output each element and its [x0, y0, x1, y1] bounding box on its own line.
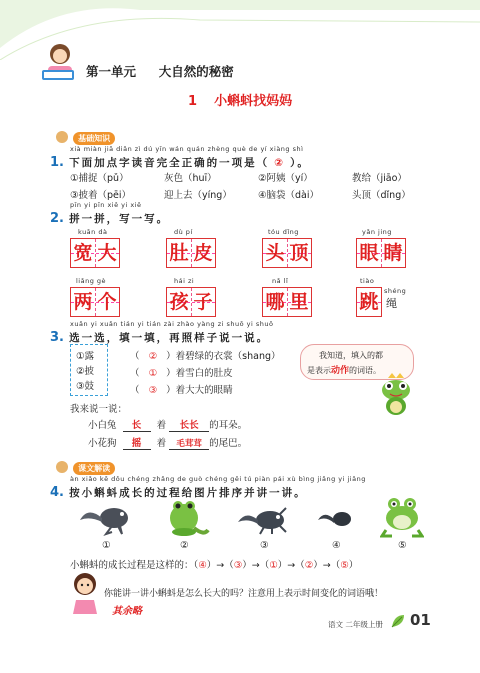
bubble-line-1: 我知道，填入的都: [319, 351, 383, 360]
q3-word-1: ①露: [76, 351, 95, 362]
page-number: 01: [410, 611, 431, 629]
tadpole-with-back-legs-image: [78, 498, 134, 542]
footer-leaf-icon: [390, 613, 406, 633]
footer-book-title: 语文 二年级上册: [328, 620, 383, 629]
q2-text: 拼一拼，写一写。: [69, 213, 170, 225]
q4-image-label-4: ④: [332, 540, 341, 551]
q1-line: [50, 151, 310, 170]
q2-pinyin: pīn yi pīn xiě yi xiě: [70, 201, 142, 209]
section-label-reading: [56, 456, 115, 475]
q2-char: 里: [289, 291, 309, 313]
q3-say-label: 我来说一说：: [70, 404, 128, 415]
q3-pinyin: xuǎn yi xuǎn tián yi tián zài zhào yàng zi shuō yi shuō: [70, 320, 274, 328]
owl-icon: [56, 131, 68, 143]
section-label-basics: [56, 126, 115, 145]
q2-char: 孩: [167, 288, 192, 316]
q4-number: 4.: [50, 485, 64, 500]
q2-char: 子: [193, 291, 213, 313]
q1-option-2b: 教给（jiāo）: [352, 173, 407, 184]
small-tadpole-image: [316, 504, 356, 538]
q1-number: 1.: [50, 155, 64, 170]
q1-close: ）。: [290, 157, 310, 169]
frog-prince-illustration: [374, 372, 418, 420]
unit-title: 大自然的秘密: [158, 64, 234, 79]
q2-row2-pinyin-2: hái zi: [174, 277, 195, 285]
q2-char: 皮: [193, 242, 213, 264]
q1-option-4: ④脑袋（dài）: [258, 190, 320, 201]
q1-text: 下面加点字读音完全正确的一项是（: [69, 157, 270, 169]
q3-word-2: ②披: [76, 366, 95, 377]
q2-char: 个: [97, 291, 117, 313]
section-label-text: 课文解读: [73, 462, 115, 475]
q2-row2-box-4: [356, 287, 382, 317]
unit-number: 第一单元: [86, 64, 137, 79]
owl-icon: [56, 461, 68, 473]
q4-pinyin: àn xiǎo kē dǒu chéng zhǎng de guò chéng gěi tú piàn pái xù bìng jiǎng yi jiǎng: [70, 475, 366, 483]
q2-row1-pinyin-3: tóu dǐng: [268, 228, 299, 236]
q2-char: 头: [263, 239, 288, 267]
q1-option-1b: 灰色（huī）: [164, 173, 217, 184]
q3-line-1: （ ② ）着碧绿的衣裳（shang）: [130, 351, 281, 362]
q2-extra-pinyin: shéng: [384, 287, 407, 295]
q4-image-label-3: ③: [260, 540, 269, 551]
q3-sentence-1: 小白兔 长 着 长长 的耳朵。: [88, 417, 247, 432]
q4-answer-note: 其余略: [112, 606, 142, 617]
adult-frog-image: [380, 494, 424, 542]
q1-option-1: ①捕捉（pǔ）: [70, 173, 129, 184]
q2-char: 眼: [357, 239, 382, 267]
q4-sequence: 小蝌蚪的成长过程是这样的：（④）→（③）→（①）→（②）→（⑤）: [70, 560, 359, 571]
girl-illustration: [70, 572, 100, 620]
q3-sentence-2: 小花狗 摇 着 毛茸茸 的尾巴。: [88, 435, 247, 450]
lesson-name: 小蝌蚪找妈妈: [214, 94, 293, 109]
q2-row2-pinyin-1: liǎng gè: [76, 277, 107, 285]
q3-text: 选一选，填一填，再照样子说一说。: [69, 332, 270, 344]
q2-row1-pinyin-2: dù pí: [174, 228, 193, 236]
q2-row1-pinyin-1: kuān dà: [78, 228, 108, 236]
q2-char: 跳: [359, 291, 379, 313]
q4-image-label-1: ①: [102, 540, 111, 551]
q2-char: 两: [71, 288, 96, 316]
q4-image-label-2: ②: [180, 540, 189, 551]
reading-girl-illustration: [38, 40, 78, 86]
q4-image-label-5: ⑤: [398, 540, 407, 551]
q2-row2-box-2: [166, 287, 216, 317]
q2-row1-pinyin-4: yǎn jing: [362, 228, 392, 236]
q2-row2-box-1: [70, 287, 120, 317]
q1-option-2: ②阿姨（yí）: [258, 173, 313, 184]
q3-line-3: （ ③ ）着大大的眼睛: [130, 385, 233, 396]
q2-line: [50, 207, 169, 226]
q1-pinyin: xià miàn jiā diǎn zì dú yīn wán quán zhèng què de yí xiàng shì: [70, 145, 304, 153]
q3-line-2: （ ① ）着雪白的肚皮: [130, 368, 233, 379]
q2-row2-box-3: [262, 287, 312, 317]
q2-row1-box-3: [262, 238, 312, 268]
section-label-text: 基础知识: [73, 132, 115, 145]
q1-option-4b: 头顶（dǐng）: [352, 190, 411, 201]
q1-option-3: ③披着（pēi）: [70, 190, 132, 201]
q1-option-3b: 迎上去（yíng）: [164, 190, 232, 201]
lesson-title: [188, 90, 292, 109]
q2-extra-char: 绳: [386, 297, 397, 310]
q2-char: 宽: [71, 239, 96, 267]
q3-word-3: ③鼓: [76, 381, 95, 392]
bubble-line-2: 是表示动作的词语。: [307, 366, 382, 376]
q2-row2-pinyin-3: nǎ lǐ: [272, 277, 289, 285]
q2-char: 顶: [289, 242, 309, 264]
q3-number: 3.: [50, 330, 64, 345]
q2-row1-box-4: [356, 238, 406, 268]
q2-char: 大: [97, 242, 117, 264]
tadpole-with-four-legs-image: [236, 500, 292, 542]
young-frog-with-tail-image: [160, 494, 210, 542]
q2-char: 哪: [263, 288, 288, 316]
q2-row1-box-1: [70, 238, 120, 268]
q2-char: 肚: [167, 239, 192, 267]
q4-question: 你能讲一讲小蝌蚪是怎么长大的吗？注意用上表示时间变化的词语哦！: [104, 589, 384, 599]
q4-text: 按小蝌蚪成长的过程给图片排序并讲一讲。: [69, 487, 307, 499]
lesson-number: 1: [188, 94, 198, 109]
q2-char: 睛: [383, 242, 403, 264]
unit-heading: [86, 62, 234, 80]
q3-line: [50, 326, 269, 345]
q2-row2-pinyin-4: tiào: [360, 277, 375, 285]
q2-row1-box-2: [166, 238, 216, 268]
q2-number: 2.: [50, 211, 64, 226]
q1-answer: ②: [274, 157, 286, 169]
